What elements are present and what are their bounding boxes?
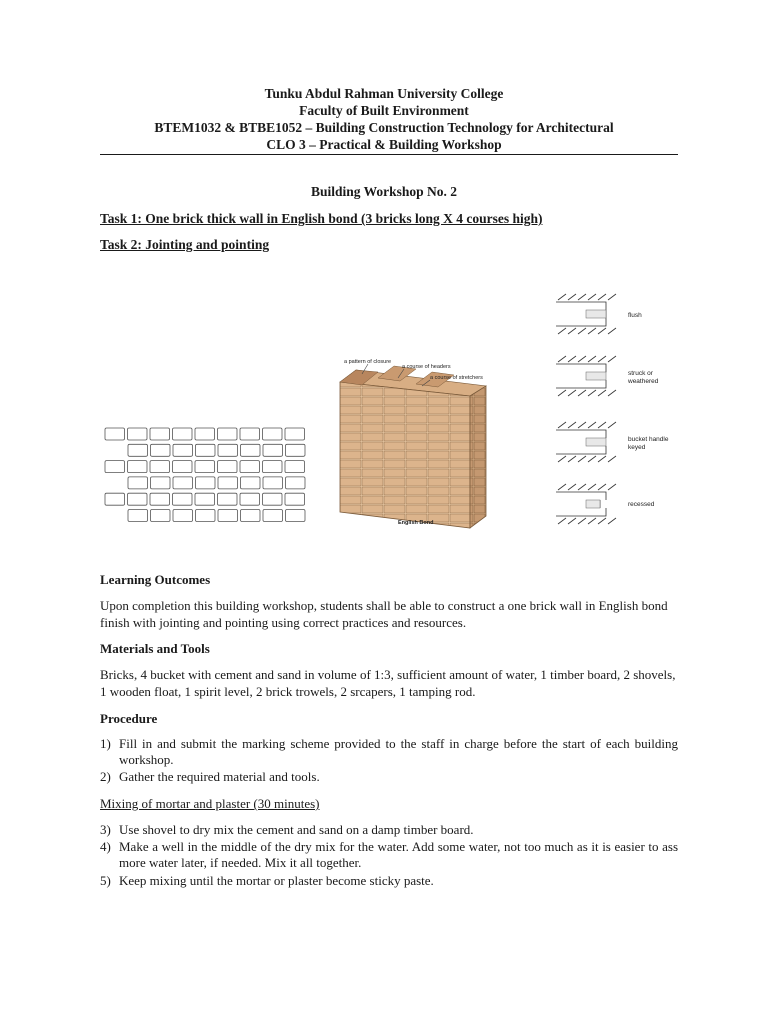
hatch-line [598,294,606,300]
hatch-line [578,294,586,300]
hatch-line [598,456,606,462]
brick [150,461,170,473]
label-headers: a course of headers [402,364,451,370]
brick [218,461,238,473]
hatch-line [578,390,586,396]
brick [105,461,125,473]
hatch-line [588,484,596,490]
brick-edge [556,380,606,388]
hatch-line [558,294,566,300]
brick [196,444,216,456]
header-divider [100,154,678,155]
hatch-line [598,328,606,334]
brick [173,493,193,505]
hatch-line [568,390,576,396]
brick [151,444,171,456]
hatch-line [588,518,596,524]
hatch-line [588,422,596,428]
hatch-line [558,484,566,490]
step-number: 5) [100,873,111,888]
hatch-line [558,390,566,396]
brick [151,510,171,522]
task-2: Task 2: Jointing and pointing [100,237,270,252]
hatch-line [578,518,586,524]
caption-english-bond: English Bond [398,520,434,526]
mortar-joint [586,310,606,318]
mortar-joint [586,372,606,380]
brick [128,461,148,473]
joint-label-struck: struck or weathered [628,370,659,385]
brick-edge [556,492,606,500]
brick [218,477,238,489]
brick [128,428,148,440]
procedure-heading: Procedure [100,711,158,726]
brick [240,493,260,505]
brick [286,477,306,489]
brick [128,493,148,505]
brick [195,428,215,440]
mortar-joint [586,500,600,508]
joint-label-recessed: recessed [628,501,655,508]
brick [218,493,238,505]
course-title: BTEM1032 & BTBE1052 – Building Construction Technology for Architectural [154,120,614,135]
joint-label-flush: flush [628,312,642,319]
step-text: Use shovel to dry mix the cement and sand on a damp timber board. [119,822,474,837]
clo-title: CLO 3 – Practical & Building Workshop [266,137,502,152]
brick [263,428,283,440]
hatch-line [588,328,596,334]
step-number: 3) [100,822,111,837]
joint-label-bucket: bucket handle keyed [628,436,669,451]
brick [263,461,283,473]
hatch-line [598,422,606,428]
hatch-line [568,484,576,490]
institution-name: Tunku Abdul Rahman University College [264,86,504,101]
brick [285,428,305,440]
hatch-line [578,328,586,334]
brick [151,477,171,489]
task-1: Task 1: One brick thick wall in English bond (3 bricks long X 4 courses high) [100,211,543,226]
hatch-line [608,390,616,396]
step-number: 1) [100,736,111,751]
hatch-line [578,484,586,490]
hatch-line [568,456,576,462]
hatch-line [558,422,566,428]
step-number: 4) [100,839,111,854]
hatch-line [588,356,596,362]
materials-text: Bricks, 4 bucket with cement and sand in volume of 1:3, sufficient amount of water, 1 timber board, 2 shovels, 1 wooden float, 1 spirit level, 2 brick trowels, 2 srcapers, 1 tamping rod. [100,667,676,699]
workshop-title: Building Workshop No. 2 [310,184,458,199]
brick [150,493,170,505]
hatch-line [568,356,576,362]
brick-edge [556,318,606,326]
brick [173,477,193,489]
hatch-line [568,294,576,300]
hatch-line [598,518,606,524]
hatch-line [578,356,586,362]
hatch-line [578,422,586,428]
brick-elevation-figure [104,427,308,525]
brick [173,510,193,522]
hatch-line [588,294,596,300]
brick [263,493,283,505]
mortar-joint [586,438,606,446]
brick [241,444,261,456]
brick [105,428,125,440]
brick [241,510,261,522]
hatch-line [608,518,616,524]
faculty-name: Faculty of Built Environment [299,103,469,118]
brick-edge [556,446,606,454]
hatch-line [608,456,616,462]
hatch-line [598,390,606,396]
brick [173,428,193,440]
hatch-line [568,328,576,334]
learning-outcomes-heading: Learning Outcomes [100,572,211,587]
hatch-line [558,328,566,334]
hatch-line [558,518,566,524]
brick [241,477,261,489]
brick [128,444,148,456]
brick [195,461,215,473]
label-pattern: a pattern of closure [344,359,392,365]
hatch-line [578,456,586,462]
joint-types-figure [548,286,678,536]
brick [196,477,216,489]
brick [128,510,148,522]
brick [105,493,125,505]
hatch-line [598,484,606,490]
hatch-line [558,456,566,462]
hatch-line [558,356,566,362]
brick [150,428,170,440]
brick [263,444,283,456]
hatch-line [568,518,576,524]
brick [218,510,238,522]
brick [218,444,238,456]
english-bond-figure [318,352,496,540]
brick [173,461,193,473]
brick-edge [556,364,606,372]
hatch-line [608,484,616,490]
hatch-line [608,294,616,300]
hatch-line [608,356,616,362]
brick-edge [556,302,606,310]
brick [173,444,193,456]
brick-edge [556,430,606,438]
brick [240,428,260,440]
brick [196,510,216,522]
brick-edge [556,508,606,516]
brick [128,477,148,489]
label-stretchers: a course of stretchers [430,375,483,381]
brick [285,461,305,473]
hatch-line [568,422,576,428]
mixing-subheading: Mixing of mortar and plaster (30 minutes) [100,796,320,811]
step-text: Fill in and submit the marking scheme provided to the staff in charge before the start of each building workshop. [119,736,678,767]
brick [286,444,306,456]
hatch-line [608,422,616,428]
hatch-line [598,356,606,362]
brick [218,428,238,440]
brick [240,461,260,473]
hatch-line [608,328,616,334]
brick [263,510,283,522]
brick [195,493,215,505]
step-text: Make a well in the middle of the dry mix for the water. Add some water, not too much as it is easier to ass more water later, if needed. Mix it all together. [119,839,678,870]
step-number: 2) [100,769,111,784]
learning-outcomes-text: Upon completion this building workshop, students shall be able to construct a one brick wall in English bond finish with jointing and pointing using correct practices and resources. [100,598,668,630]
step-text: Keep mixing until the mortar or plaster become sticky paste. [119,873,434,888]
brick [263,477,283,489]
brick [286,510,306,522]
hatch-line [588,390,596,396]
brick [285,493,305,505]
hatch-line [588,456,596,462]
step-text: Gather the required material and tools. [119,769,320,784]
materials-heading: Materials and Tools [100,641,210,656]
